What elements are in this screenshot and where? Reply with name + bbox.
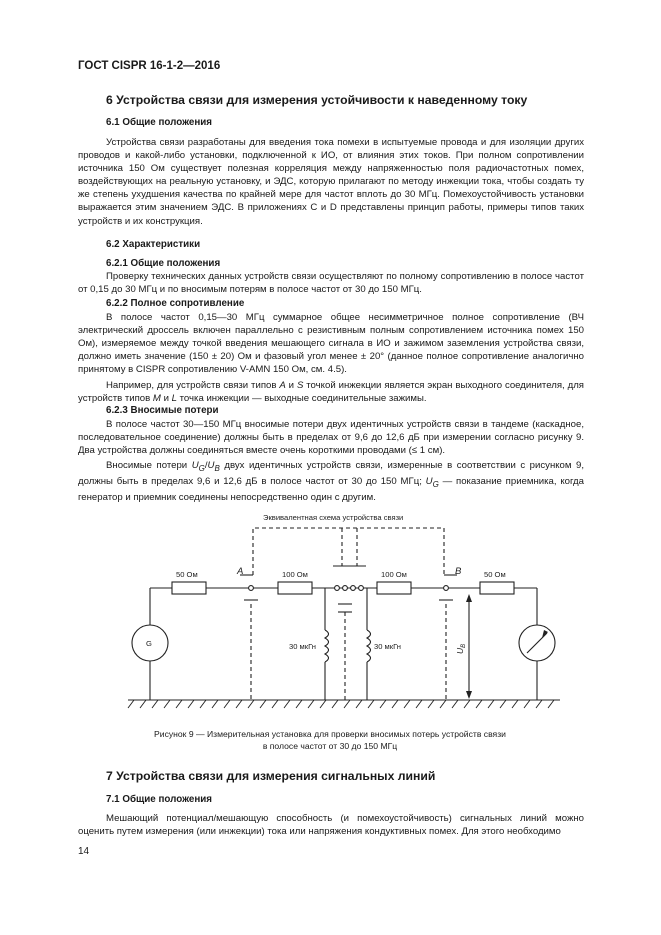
section-6-2-1-title: 6.2.1 Общие положения [106, 258, 221, 269]
label-point-a: A [237, 566, 244, 577]
label-r50-left: 50 Ом [176, 570, 198, 579]
equivalent-circuit-box [253, 528, 444, 575]
inductor-left [325, 630, 329, 662]
section-6-2-2-text: В полосе частот 0,15—30 МГц суммарное общее несимметричное полное сопротивление (ВЧ электрический дроссель включен параллельно с резистивным полным сопротивлением источника помех 150 Ом), измеряемое между точкой введения мешающего сигнала в ИО и зажимом заземления устройства связи, должно иметь значение (150 ± 20) Ом и фазовый угол менее ± 20° (данное полное сопротивление аналогично принятому в CISPR сопротивлению V-AMN 150 Ом, см. 4.5). [78, 312, 584, 376]
resistor-50-right [480, 582, 514, 594]
label-l-left: 30 мкГн [289, 642, 316, 651]
label-point-b: B [455, 566, 462, 577]
section-6-2-3-title: 6.2.3 Вносимые потери [106, 405, 219, 416]
label-r50-right: 50 Ом [484, 570, 506, 579]
section-7-title: 7 Устройства связи для измерения сигнальных линий [106, 769, 436, 783]
label-generator: G [146, 639, 152, 648]
section-6-2-1-text: Проверку технических данных устройств связи осуществляют по полному сопротивлению в полосе частот от 0,15 до 30 МГц и по вносимым потерям в полосе частот от 30 до 150 МГц. [78, 271, 584, 296]
label-l-right: 30 мкГн [374, 642, 401, 651]
section-6-2-2-title: 6.2.2 Полное сопротивление [106, 298, 245, 309]
resistor-50-left [172, 582, 206, 594]
label-r100-left: 100 Ом [282, 570, 308, 579]
inductor-right [367, 630, 371, 662]
section-6-2-title: 6.2 Характеристики [106, 239, 201, 250]
document-header: ГОСТ CISPR 16-1-2—2016 [78, 60, 221, 72]
section-6-2-3-text-2: Вносимые потери $U_G/U_B$ двух идентичных устройств связи, измеренные в соответствии с рисунком 9, должны быть в пределах 9,6 и 12,6 дБ в полосе частот от 30 до 150 МГц; $U_G$ — показание приемника, когда генератор и приемник соединены непосредственно один с другим. [78, 460, 584, 503]
section-6-2-2-example: Например, для устройств связи типов A и S точкой инжекции является экран выходного соединителя, для устройств типов M и L точка инжекции — выходные соединительные зажимы. [78, 380, 584, 405]
page-number: 14 [78, 846, 90, 857]
figure-9-caption [100, 728, 560, 752]
label-ub: $U_B$ [455, 643, 467, 654]
section-6-1-title: 6.1 Общие положения [106, 117, 213, 128]
label-r100-right: 100 Ом [381, 570, 407, 579]
section-7-1-title: 7.1 Общие положения [106, 794, 213, 805]
caption-line-2: в полосе частот от 30 до 150 МГц [262, 741, 398, 751]
resistor-100-left [278, 582, 312, 594]
caption-line-1: Рисунок 9 — Измерительная установка для проверки вносимых потерь устройств связи [154, 729, 506, 739]
section-6-1-text: Устройства связи разработаны для введения тока помехи в испытуемые провода и для изоляции других проводов и какой-либо установки, подключенной к ИО, от влияния этих токов. При полном сопротивлении источника 150 Ом существует полезная корреляция между напряженностью поля радиочастотных помех, воздействующих на реальную установку, и ЭДС, которую прилагают по методу инжекции тока, чтобы создать ту же степень ухудшения качества по крайней мере для частот вплоть до 30 МГц. Помехоустойчивость установки выражается этим значением ЭДС. В приложениях C и D представлены принцип работы, примеры типов таких устройств и их конструкция. [78, 137, 584, 227]
section-6-2-3-text: В полосе частот 30—150 МГц вносимые потери двух идентичных устройств связи в тандеме (каскадное, последовательное соединение) должны быть в пределах от 9,6 до 12,6 дБ при измерении согласно рисунку 9. Два устройства должны соединяться вместе очень короткими проводами (≤ 1 см). [78, 419, 584, 457]
resistor-100-right [377, 582, 411, 594]
section-6-title: 6 Устройства связи для измерения устойчивости к наведенному току [106, 93, 528, 107]
section-7-1-text: Мешающий потенциал/мешающую способность (и помехоустойчивость) сигнальных линий можно оценить путем измерения (или инжекции) тока или напряжения кондуктивных помех. Для этого необходимо [78, 813, 584, 838]
ground-hatch [128, 700, 554, 708]
label-equivalent-circuit: Эквивалентная схема устройства связи [263, 513, 404, 522]
